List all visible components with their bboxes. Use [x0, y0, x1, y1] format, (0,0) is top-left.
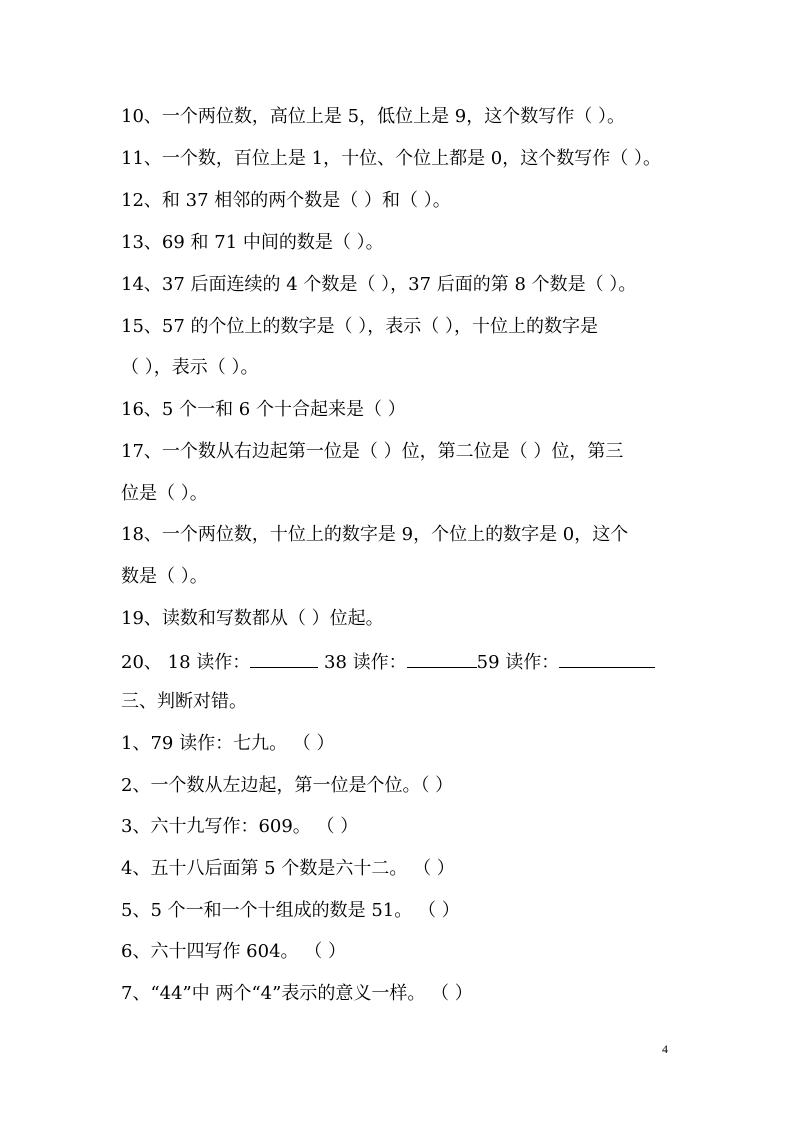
question-20 [121, 649, 681, 675]
question-11: 11、一个数，百位上是 1，十位、个位上都是 0，这个数写作（ ）。 [121, 148, 661, 169]
true-false-item-3: 3、六十九写作：609。 （ ） [121, 816, 359, 837]
q20-blank-3[interactable] [559, 649, 655, 668]
q20-blank-1[interactable] [250, 649, 318, 668]
q20-prefix: 20、 18 读作： [121, 652, 251, 673]
question-17-line-2: 位是（ ）。 [121, 483, 208, 504]
true-false-item-5: 5、5 个一和一个十组成的数是 51。 （ ） [121, 900, 460, 921]
true-false-item-6: 6、六十四写作 604。 （ ） [121, 941, 346, 962]
q20-blank-2[interactable] [407, 649, 477, 668]
q20-mid-1: 38 读作： [318, 652, 407, 673]
question-13: 13、69 和 71 中间的数是（ ）。 [121, 232, 384, 253]
page-number: 4 [662, 1042, 668, 1056]
true-false-item-1: 1、79 读作：七九。 （ ） [121, 733, 335, 754]
question-17-line-1: 17、一个数从右边起第一位是（ ）位，第二位是（ ）位，第三 [121, 441, 624, 462]
question-10: 10、一个两位数，高位上是 5，低位上是 9，这个数写作（ ）。 [121, 106, 625, 127]
true-false-item-7: 7、“44”中 两个“4”表示的意义一样。 （ ） [121, 983, 473, 1004]
true-false-item-2: 2、一个数从左边起，第一位是个位。（ ） [121, 775, 454, 796]
true-false-item-4: 4、五十八后面第 5 个数是六十二。 （ ） [121, 858, 455, 879]
question-18-line-2: 数是（ ）。 [121, 566, 208, 587]
question-16: 16、5 个一和 6 个十合起来是（ ） [121, 399, 406, 420]
question-12: 12、和 37 相邻的两个数是（ ）和（ ）。 [121, 190, 451, 211]
q20-mid-2: 59 读作： [476, 652, 560, 673]
question-19: 19、读数和写数都从（ ）位起。 [121, 608, 384, 629]
question-15-line-2: （ ），表示（ ）。 [121, 357, 259, 378]
question-18-line-1: 18、一个两位数，十位上的数字是 9，个位上的数字是 0，这个 [121, 524, 629, 545]
section-3-heading: 三、判断对错。 [121, 691, 247, 712]
question-15-line-1: 15、57 的个位上的数字是（ ），表示（ ），十位上的数字是 [121, 316, 598, 337]
question-14: 14、37 后面连续的 4 个数是（ ），37 后面的第 8 个数是（ ）。 [121, 274, 637, 295]
